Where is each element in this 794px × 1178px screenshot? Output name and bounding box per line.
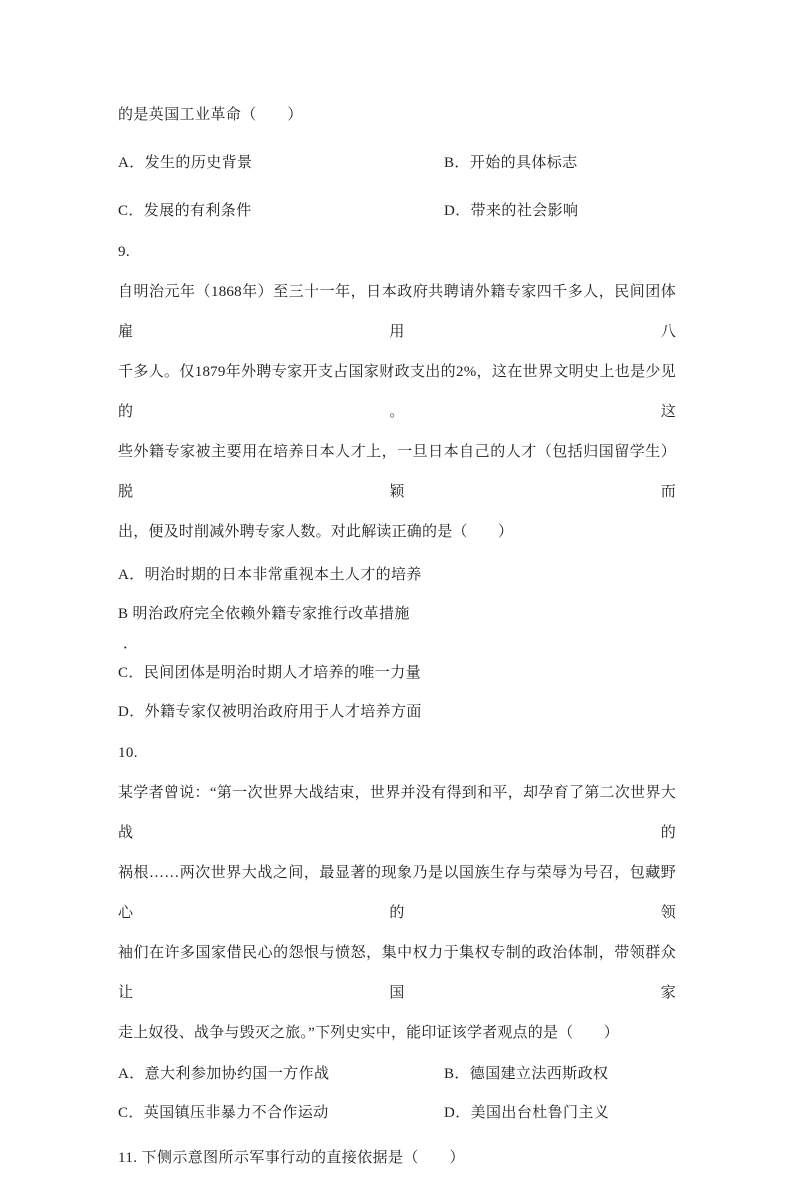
question-9-number: 9.: [118, 244, 131, 260]
question-10-option-b: B．德国建立法西斯政权: [444, 1066, 609, 1082]
question-8-option-b: B．开始的具体标志: [444, 155, 578, 171]
question-8-options-row-ab: [118, 144, 676, 183]
question-10-stem: [118, 773, 676, 1053]
question-8-options-row-cd: [118, 192, 676, 231]
question-9-option-b: B 明治政府完全依赖外籍专家推行改革措施: [118, 606, 410, 622]
question-9-options: [118, 556, 676, 732]
question-9-option-c: C．民间团体是明治时期人才培养的唯一力量: [118, 665, 422, 681]
question-9-option-b-stray-dot: ．: [123, 636, 139, 652]
question-8-option-c: C．发展的有利条件: [118, 203, 252, 219]
question-10-option-a: A．意大利参加协约国一方作战: [118, 1066, 330, 1082]
question-8-stem: 的是英国工业革命（ ）: [118, 107, 303, 123]
question-10-stem-line-4: 走上奴役、战争与毁灭之旅。”下列史实中，能印证该学者观点的是（ ）: [118, 1025, 619, 1041]
question-8-option-a: A．发生的历史背景: [118, 155, 253, 171]
question-10-option-c: C．英国镇压非暴力不合作运动: [118, 1105, 329, 1121]
question-10-number: 10.: [118, 745, 138, 761]
question-9-option-d: D．外籍专家仅被明治政府用于人才培养方面: [118, 704, 422, 720]
page-content: [118, 96, 676, 1178]
question-10-options-row-cd: [118, 1094, 676, 1133]
question-9-stem: [118, 272, 676, 552]
question-10-stem-line-2: 祸根……两次世界大战之间，最显著的现象乃是以国族生存与荣辱为号召，包藏野心的领: [118, 865, 676, 921]
question-9-stem-line-3: 些外籍专家被主要用在培养日本人才上，一旦日本自己的人才（包括归国留学生）脱颖而: [118, 444, 676, 500]
question-10-option-d: D．美国出台杜鲁门主义: [444, 1105, 610, 1121]
question-10-stem-line-1: 某学者曾说：“第一次世界大战结束，世界并没有得到和平，却孕育了第二次世界大战的: [118, 785, 676, 841]
question-9-stem-line-2: 千多人。仅1879年外聘专家开支占国家财政支出的2%，这在世界文明史上也是少见的。这: [118, 364, 676, 420]
question-11-stem: 11. 下侧示意图所示军事行动的直接依据是（ ）: [118, 1150, 465, 1166]
question-10-options-row-ab: [118, 1055, 676, 1094]
question-9-stem-line-4: 出，便及时削减外聘专家人数。对此解读正确的是（ ）: [118, 524, 514, 540]
question-8-option-d: D．带来的社会影响: [444, 203, 579, 219]
question-9-stem-line-1: 自明治元年（1868年）至三十一年，日本政府共聘请外籍专家四千多人，民间团体雇用八: [118, 284, 676, 340]
question-10-stem-line-3: 袖们在许多国家借民心的怨恨与愤怒，集中权力于集权专制的政治体制，带领群众让国家: [118, 945, 676, 1001]
question-9-option-a: A．明治时期的日本非常重视本土人才的培养: [118, 567, 422, 583]
